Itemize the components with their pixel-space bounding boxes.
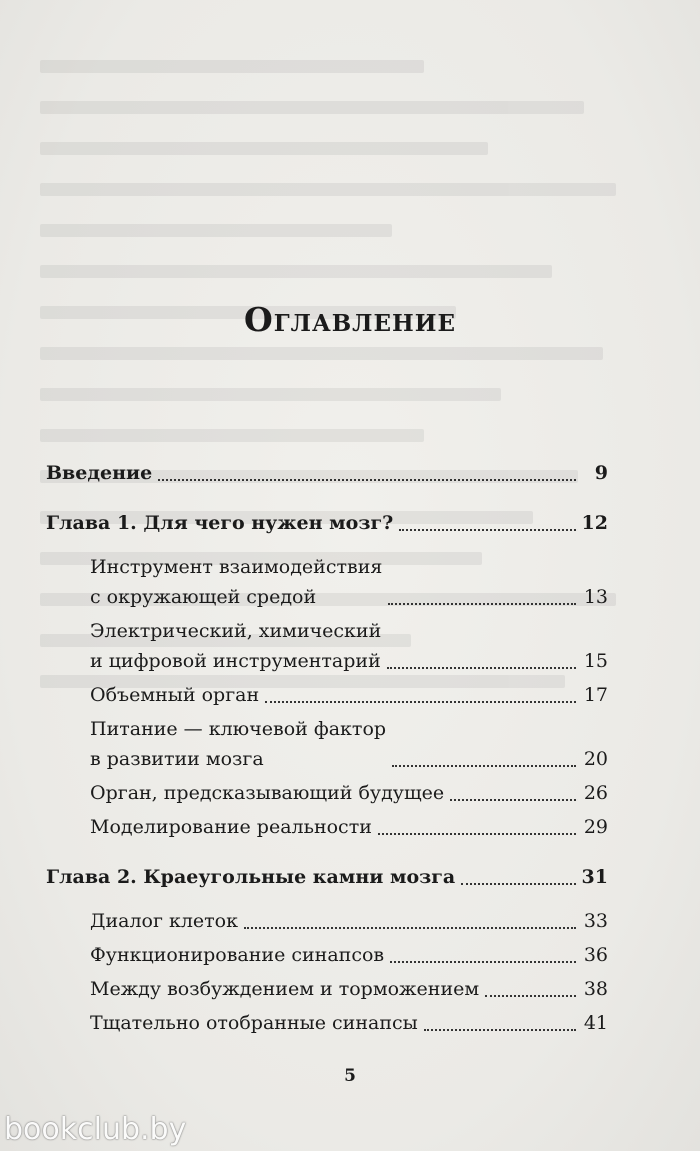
toc-entry-section bbox=[46, 906, 608, 936]
toc-page-number: 9 bbox=[594, 462, 608, 484]
site-watermark: bookclub.by bbox=[4, 1112, 187, 1147]
dot-leader bbox=[244, 926, 576, 929]
toc-entry-label-line-2: с окружающей средой bbox=[90, 586, 317, 608]
dot-leader bbox=[265, 700, 576, 703]
toc-page-number: 17 bbox=[583, 684, 608, 706]
toc-page-number: 15 bbox=[583, 650, 608, 672]
dot-leader bbox=[450, 798, 576, 801]
toc-entry-section bbox=[46, 616, 608, 676]
table-of-contents bbox=[46, 458, 608, 1038]
dot-leader bbox=[378, 832, 576, 835]
toc-entry-section bbox=[46, 1008, 608, 1038]
toc-entry-label-line-1: Питание — ключевой фактор bbox=[90, 718, 387, 740]
dot-leader bbox=[388, 602, 576, 605]
toc-entry-section bbox=[46, 714, 608, 774]
toc-entry-label: Моделирование реальности bbox=[90, 816, 372, 838]
toc-entry-section bbox=[46, 778, 608, 808]
toc-page-number: 13 bbox=[583, 586, 608, 608]
dot-leader bbox=[424, 1028, 576, 1031]
toc-entry-section bbox=[46, 812, 608, 842]
toc-entry-label: Тщательно отобранные синапсы bbox=[90, 1012, 418, 1034]
dot-leader bbox=[158, 478, 576, 481]
dot-leader bbox=[392, 764, 576, 767]
toc-entry-label: Между возбуждением и торможением bbox=[90, 978, 480, 1000]
toc-entry-section bbox=[46, 974, 608, 1004]
dot-leader bbox=[485, 994, 576, 997]
toc-page-number: 31 bbox=[581, 866, 608, 888]
dot-leader bbox=[461, 882, 575, 885]
toc-entry-label-line-2: в развитии мозга bbox=[90, 748, 264, 770]
toc-page-number: 36 bbox=[583, 944, 608, 966]
toc-page-number: 38 bbox=[583, 978, 608, 1000]
toc-entry-label: Объемный орган bbox=[90, 684, 260, 706]
toc-entry-chapter-1 bbox=[46, 508, 608, 538]
toc-page-number: 26 bbox=[583, 782, 608, 804]
toc-entry-label: Орган, предсказывающий будущее bbox=[90, 782, 445, 804]
toc-entry-label: Глава 1. Для чего нужен мозг? bbox=[46, 512, 394, 534]
toc-page-number: 41 bbox=[583, 1012, 608, 1034]
toc-entry-chapter-2 bbox=[46, 862, 608, 892]
toc-entry-section bbox=[46, 940, 608, 970]
page-title: Оглавление bbox=[244, 300, 456, 339]
dot-leader bbox=[399, 528, 575, 531]
toc-entry-section bbox=[46, 552, 608, 612]
toc-entry-label: Глава 2. Краеугольные камни мозга bbox=[46, 866, 456, 888]
toc-page-number: 33 bbox=[583, 910, 608, 932]
dot-leader bbox=[390, 960, 576, 963]
toc-entry-label: Введение bbox=[46, 462, 153, 484]
page-number-footer: 5 bbox=[344, 1066, 356, 1086]
toc-page-number: 12 bbox=[581, 512, 608, 534]
dot-leader bbox=[387, 666, 576, 669]
toc-page-number: 20 bbox=[583, 748, 608, 770]
toc-entry-label: Диалог клеток bbox=[90, 910, 238, 932]
toc-entry-label: Функционирование синапсов bbox=[90, 944, 385, 966]
toc-entry-label-line-2: и цифровой инструментарий bbox=[90, 650, 381, 672]
toc-entry-intro bbox=[46, 458, 608, 488]
toc-entry-label-line-1: Инструмент взаимодействия bbox=[90, 556, 383, 578]
toc-entry-label-line-1: Электрический, химический bbox=[90, 620, 382, 642]
toc-page-number: 29 bbox=[583, 816, 608, 838]
toc-entry-section bbox=[46, 680, 608, 710]
